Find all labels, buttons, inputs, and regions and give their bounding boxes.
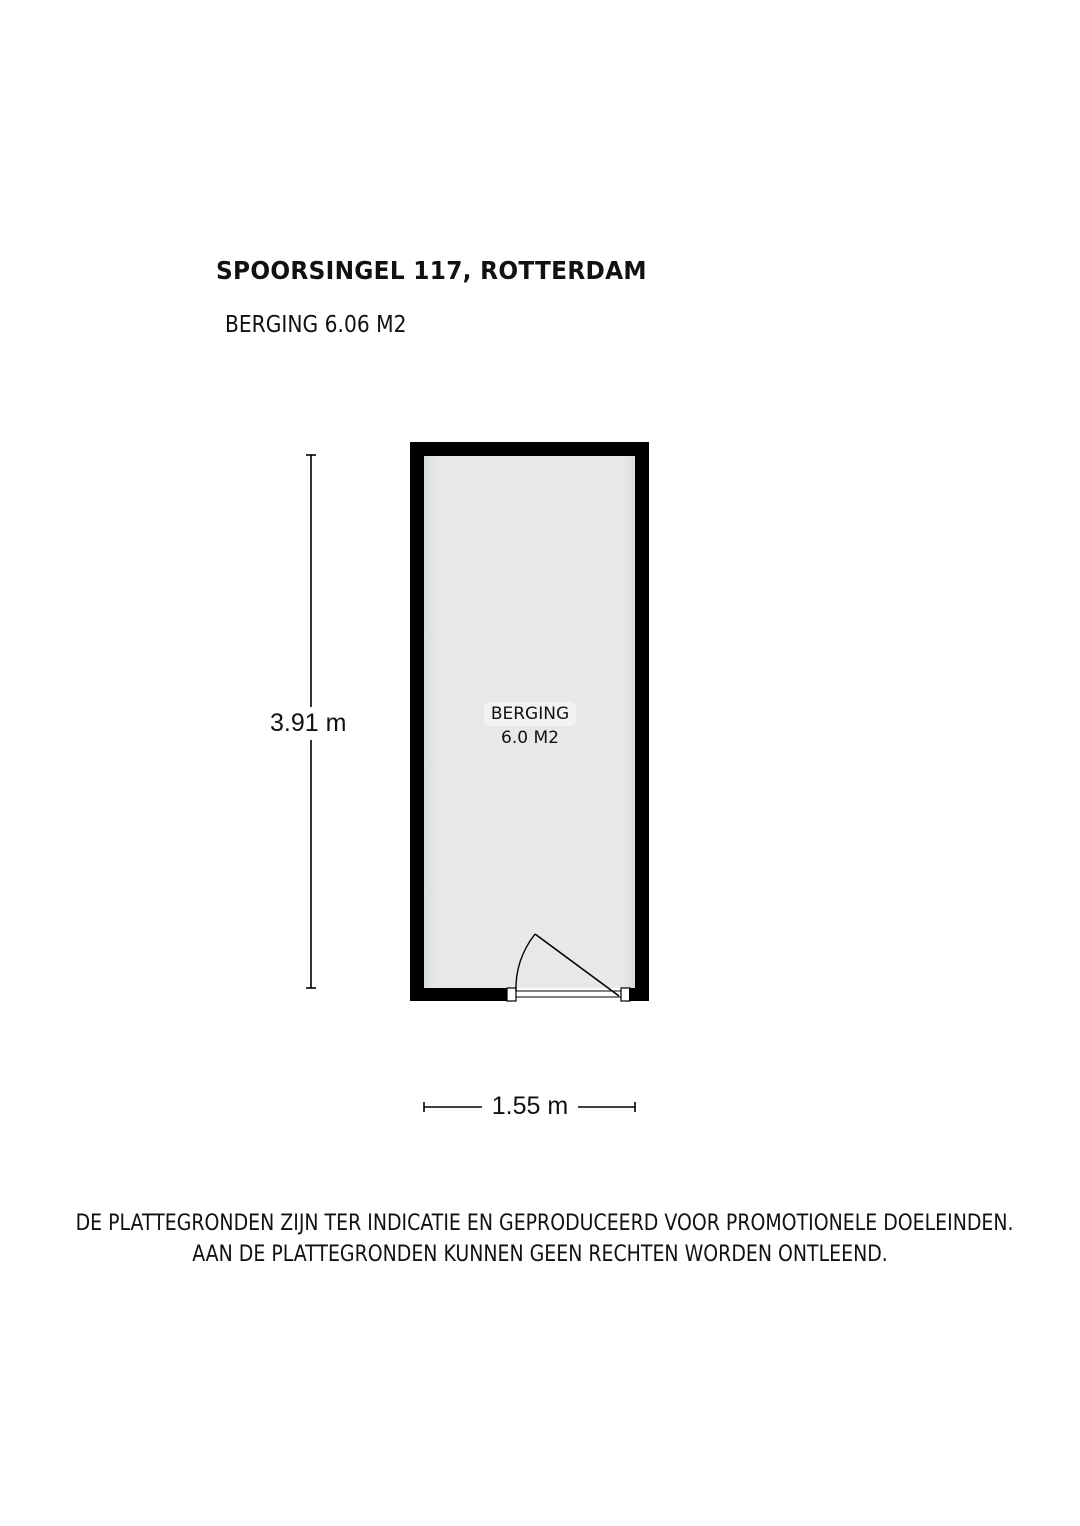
disclaimer bbox=[0, 1208, 1080, 1270]
floor-area-subtitle: BERGING 6.06 M2 bbox=[225, 312, 407, 338]
disclaimer-line-2: AAN DE PLATTEGRONDEN KUNNEN GEEN RECHTEN WORDEN ONTLEEND. bbox=[192, 1242, 888, 1267]
height-dimension-label: 3.91 m bbox=[270, 707, 346, 740]
disclaimer-line-1: DE PLATTEGRONDEN ZIJN TER INDICATIE EN GEPRODUCEERD VOOR PROMOTIONELE DOELEINDEN. bbox=[75, 1211, 1014, 1236]
room-area: 6.0 M2 bbox=[501, 728, 559, 748]
room-name: BERGING bbox=[484, 702, 576, 726]
room-label bbox=[484, 702, 576, 750]
property-title: SPOORSINGEL 117, ROTTERDAM bbox=[216, 256, 647, 285]
width-dimension-label: 1.55 m bbox=[484, 1092, 576, 1121]
